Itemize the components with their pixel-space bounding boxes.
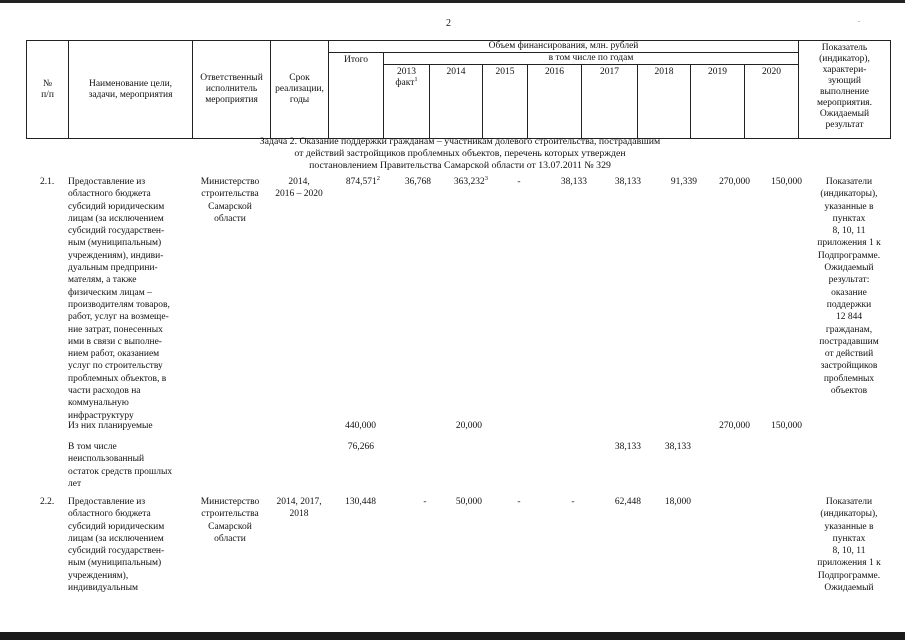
- bottom-border: [0, 632, 905, 640]
- header-table: [26, 40, 891, 139]
- header-num: № п/п: [27, 41, 69, 139]
- header-year-2018: 2018: [638, 65, 691, 139]
- value-2020: 150,000: [771, 177, 802, 187]
- term: 2014, 2016 – 2020: [275, 177, 323, 200]
- value-2018: 91,339: [670, 177, 697, 187]
- value-2013: 36,768: [404, 177, 431, 187]
- value-2017: 62,448: [614, 497, 641, 507]
- scan-speck: .: [858, 15, 860, 24]
- executor: Министерство строительства Самарской области: [200, 497, 260, 544]
- planned-2014: 20,000: [455, 421, 482, 431]
- header-year-2020: 2020: [745, 65, 799, 139]
- value-2014: 363,232$^3$: [453, 174, 488, 187]
- total-value: 874,571$^2$: [345, 174, 380, 187]
- planned-total: 440,000: [345, 421, 376, 431]
- total-value: 130,448: [345, 497, 376, 507]
- value-2015: -: [517, 177, 521, 187]
- activity-name: Предоставление из областного бюджета субсидий юридическим лицам (за исключением субсидий государствен- ным (муниципальным) учреждениям), индивидуальным: [68, 497, 165, 594]
- header-year-2013: 2013 факт$^1$: [384, 65, 430, 139]
- row-number: 2.1.: [40, 177, 55, 187]
- planned-2019: 270,000: [719, 421, 750, 431]
- header-year-2015: 2015: [483, 65, 528, 139]
- value-2016: 38,133: [560, 177, 587, 187]
- executor: Министерство строительства Самарской области: [200, 177, 260, 224]
- header-term: Срок реализации, годы: [271, 41, 329, 139]
- unused-2017: 38,133: [614, 442, 641, 452]
- value-2017: 38,133: [614, 177, 641, 187]
- activity-name: Предоставление из областного бюджета субсидий юридическим лицам (за исключением субсидий государствен- ным (муниципальным) учреждениям), индиви- дуальным предприни- мателям, а также физическим лицам – производителям товаров, работ, услуг на возмеще- ние затрат, понесенных ими в связи с выполне- нием работ, оказанием услуг по строительству проблемных объектов, в части расходов на коммунальную инфраструктуру: [68, 177, 170, 421]
- unused-total: 76,266: [347, 442, 374, 452]
- indicators: Показатели (индикаторы), указанные в пунктах 8, 10, 11 приложения 1 к Подпрограмме. Ожидаемый: [817, 497, 881, 594]
- task-heading: Задача 2. Оказание поддержки гражданам – участникам долевого строительства, пострадавшим от действий застройщиков проблемных объектов, перечень которых утвержден постановлением Правительства Самарской области от 13.07.2011 № 329: [259, 136, 661, 172]
- header-year-2017: 2017: [582, 65, 638, 139]
- header-indicators: Показатель (индикатор), характери- зующий выполнение мероприятия. Ожидаемый результат: [799, 41, 891, 139]
- value-2013: -: [423, 497, 427, 507]
- header-by-years: в том числе по годам: [384, 53, 799, 65]
- value-2019: 270,000: [719, 177, 750, 187]
- row-number: 2.2.: [40, 497, 55, 507]
- header-total: Итого: [329, 53, 384, 139]
- term: 2014, 2017, 2018: [276, 497, 322, 520]
- indicators: Показатели (индикаторы), указанные в пунктах 8, 10, 11 приложения 1 к Подпрограмме. Ожидаемый результат: оказание поддержки 12 844 гражданам, пострадавшим от действий застройщиков проблемных объектов: [817, 177, 881, 397]
- top-border: [0, 0, 905, 3]
- unused-2018: 38,133: [664, 442, 691, 452]
- header-funding: Объем финансирования, млн. рублей: [329, 41, 799, 53]
- value-2016: -: [571, 497, 575, 507]
- unused-label: В том числе неиспользованный остаток средств прошлых лет: [68, 442, 173, 489]
- planned-2020: 150,000: [771, 421, 802, 431]
- header-year-2014: 2014: [430, 65, 483, 139]
- header-year-2016: 2016: [528, 65, 582, 139]
- value-2018: 18,000: [664, 497, 691, 507]
- page-number: 2: [446, 18, 451, 29]
- header-name: Наименование цели, задачи, мероприятия: [69, 41, 193, 139]
- value-2014: 50,000: [455, 497, 482, 507]
- value-2015: -: [517, 497, 521, 507]
- header-executor: Ответственный исполнитель мероприятия: [193, 41, 271, 139]
- planned-label: Из них планируемые: [68, 421, 153, 431]
- header-year-2019: 2019: [691, 65, 745, 139]
